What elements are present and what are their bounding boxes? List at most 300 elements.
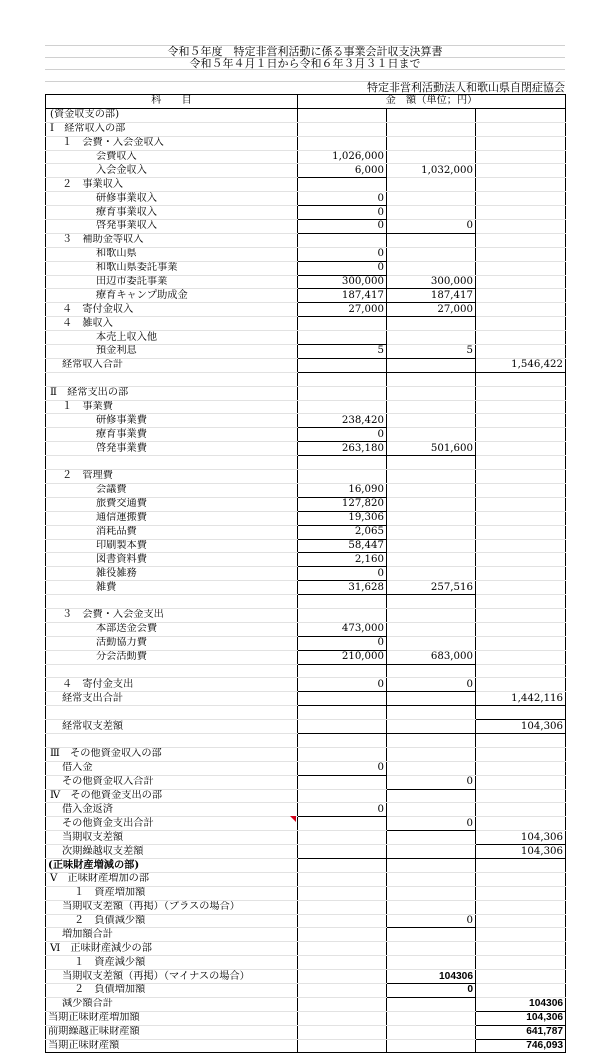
statement-row bbox=[46, 636, 566, 650]
amount-detail bbox=[298, 706, 387, 720]
row-label: ３ 補助金等収入 bbox=[46, 233, 298, 247]
amount-total bbox=[476, 122, 566, 136]
row-label: 啓発事業収入 bbox=[46, 220, 298, 234]
amount-detail bbox=[298, 747, 387, 761]
statement-row bbox=[46, 345, 566, 359]
row-label: 当期正味財産増加額 bbox=[46, 1011, 298, 1025]
amount-total bbox=[476, 761, 566, 775]
amount-detail bbox=[298, 331, 387, 345]
amount-total bbox=[476, 289, 566, 303]
statement-row bbox=[46, 970, 566, 984]
row-label: 雑役雑務 bbox=[46, 567, 298, 581]
statement-row bbox=[46, 706, 566, 720]
statement-row bbox=[46, 525, 566, 539]
amount-total: 104,306 bbox=[476, 845, 566, 859]
row-label: 和歌山県委託事業 bbox=[46, 261, 298, 275]
amount-subtotal bbox=[387, 525, 476, 539]
statement-row bbox=[46, 108, 566, 122]
amount-total bbox=[476, 178, 566, 192]
amount-detail bbox=[298, 984, 387, 998]
row-label: 通信運搬費 bbox=[46, 511, 298, 525]
amount-detail bbox=[298, 122, 387, 136]
amount-detail: 300,000 bbox=[298, 275, 387, 289]
row-label: ４ 寄付金支出 bbox=[46, 678, 298, 692]
statement-row bbox=[46, 511, 566, 525]
amount-subtotal bbox=[387, 845, 476, 859]
statement-row bbox=[46, 428, 566, 442]
amount-total bbox=[476, 900, 566, 914]
amount-subtotal: 27,000 bbox=[387, 303, 476, 317]
amount-total bbox=[476, 525, 566, 539]
amount-detail: 5 bbox=[298, 345, 387, 359]
statement-row bbox=[46, 483, 566, 497]
row-label: ２ 負債増加額 bbox=[46, 984, 298, 998]
row-label: (正味財産増減の部) bbox=[46, 858, 298, 872]
statement-row bbox=[46, 372, 566, 386]
row-label: 啓発事業費 bbox=[46, 442, 298, 456]
statement-row bbox=[46, 247, 566, 261]
statement-row bbox=[46, 678, 566, 692]
amount-detail: 0 bbox=[298, 428, 387, 442]
amount-subtotal: 300,000 bbox=[387, 275, 476, 289]
statement-row bbox=[46, 956, 566, 970]
amount-total bbox=[476, 497, 566, 511]
amount-total bbox=[476, 428, 566, 442]
amount-subtotal bbox=[387, 428, 476, 442]
amount-subtotal bbox=[387, 206, 476, 220]
statement-row bbox=[46, 595, 566, 609]
statement-row bbox=[46, 470, 566, 484]
amount-total bbox=[476, 136, 566, 150]
amount-detail bbox=[298, 858, 387, 872]
amount-subtotal bbox=[387, 414, 476, 428]
row-label: 前期繰越正味財産額 bbox=[46, 1025, 298, 1039]
amount-subtotal: 0 bbox=[387, 220, 476, 234]
amount-total bbox=[476, 470, 566, 484]
amount-detail bbox=[298, 608, 387, 622]
amount-subtotal bbox=[387, 136, 476, 150]
row-label: (資金収支の部) bbox=[46, 108, 298, 122]
amount-detail: 2,065 bbox=[298, 525, 387, 539]
amount-detail: 0 bbox=[298, 567, 387, 581]
amount-detail bbox=[298, 789, 387, 803]
statement-row bbox=[46, 150, 566, 164]
amount-subtotal bbox=[387, 247, 476, 261]
statement-row bbox=[46, 733, 566, 747]
amount-detail bbox=[298, 358, 387, 372]
row-label: ２ 負債減少額 bbox=[46, 914, 298, 928]
amount-subtotal bbox=[387, 608, 476, 622]
row-label: ４ 雑収入 bbox=[46, 317, 298, 331]
amount-detail bbox=[298, 595, 387, 609]
amount-detail bbox=[298, 372, 387, 386]
amount-detail bbox=[298, 872, 387, 886]
amount-detail bbox=[298, 1039, 387, 1053]
amount-subtotal bbox=[387, 1039, 476, 1053]
amount-subtotal: 5 bbox=[387, 345, 476, 359]
statement-row bbox=[46, 233, 566, 247]
amount-subtotal: 683,000 bbox=[387, 650, 476, 664]
statement-row bbox=[46, 845, 566, 859]
amount-total bbox=[476, 192, 566, 206]
amount-detail bbox=[298, 733, 387, 747]
statement-row bbox=[46, 122, 566, 136]
amount-total bbox=[476, 872, 566, 886]
amount-detail: 0 bbox=[298, 261, 387, 275]
amount-subtotal: 187,417 bbox=[387, 289, 476, 303]
amount-total bbox=[476, 331, 566, 345]
row-label: 和歌山県 bbox=[46, 247, 298, 261]
statement-row bbox=[46, 136, 566, 150]
amount-detail: 0 bbox=[298, 636, 387, 650]
amount-detail: 0 bbox=[298, 803, 387, 817]
amount-total: 104,306 bbox=[476, 831, 566, 845]
statement-row bbox=[46, 261, 566, 275]
statement-row bbox=[46, 775, 566, 789]
statement-row bbox=[46, 206, 566, 220]
row-label: ３ 会費・入会金支出 bbox=[46, 608, 298, 622]
amount-subtotal bbox=[387, 664, 476, 678]
amount-total: 104306 bbox=[476, 997, 566, 1011]
amount-subtotal bbox=[387, 789, 476, 803]
row-label: 雑費 bbox=[46, 581, 298, 595]
amount-detail: 31,628 bbox=[298, 581, 387, 595]
amount-subtotal bbox=[387, 858, 476, 872]
amount-subtotal bbox=[387, 720, 476, 734]
statement-row bbox=[46, 1039, 566, 1053]
amount-detail: 19,306 bbox=[298, 511, 387, 525]
amount-total bbox=[476, 345, 566, 359]
row-label bbox=[46, 706, 298, 720]
statement-row bbox=[46, 358, 566, 372]
statement-row bbox=[46, 1025, 566, 1039]
statement-row bbox=[46, 650, 566, 664]
amount-total bbox=[476, 261, 566, 275]
statement-row bbox=[46, 900, 566, 914]
amount-detail bbox=[298, 1025, 387, 1039]
statement-row bbox=[46, 386, 566, 400]
amount-subtotal bbox=[387, 956, 476, 970]
amount-subtotal bbox=[387, 733, 476, 747]
amount-detail bbox=[298, 400, 387, 414]
amount-total bbox=[476, 636, 566, 650]
row-label bbox=[46, 456, 298, 470]
amount-subtotal bbox=[387, 178, 476, 192]
amount-subtotal bbox=[387, 831, 476, 845]
row-label: Ⅲ その他資金収入の部 bbox=[46, 747, 298, 761]
amount-total bbox=[476, 386, 566, 400]
amount-subtotal bbox=[387, 900, 476, 914]
row-label: 分会活動費 bbox=[46, 650, 298, 664]
row-label: 活動協力費 bbox=[46, 636, 298, 650]
amount-subtotal bbox=[387, 622, 476, 636]
amount-subtotal: 0 bbox=[387, 775, 476, 789]
statement-row bbox=[46, 220, 566, 234]
amount-subtotal bbox=[387, 497, 476, 511]
statement-row bbox=[46, 664, 566, 678]
amount-subtotal bbox=[387, 261, 476, 275]
amount-total bbox=[476, 483, 566, 497]
amount-total bbox=[476, 956, 566, 970]
amount-detail: 263,180 bbox=[298, 442, 387, 456]
row-label bbox=[46, 372, 298, 386]
amount-detail: 0 bbox=[298, 678, 387, 692]
statement-row bbox=[46, 872, 566, 886]
amount-total bbox=[476, 984, 566, 998]
row-label: １ 会費・入会金収入 bbox=[46, 136, 298, 150]
statement-row bbox=[46, 553, 566, 567]
row-label: 当期収支差額（再掲）（プラスの場合） bbox=[46, 900, 298, 914]
row-label: 入会金収入 bbox=[46, 164, 298, 178]
amount-detail: 187,417 bbox=[298, 289, 387, 303]
amount-detail bbox=[298, 942, 387, 956]
amount-detail bbox=[298, 970, 387, 984]
row-label bbox=[46, 595, 298, 609]
row-label: 経常収支差額 bbox=[46, 720, 298, 734]
statement-row bbox=[46, 317, 566, 331]
amount-subtotal bbox=[387, 400, 476, 414]
amount-detail: 0 bbox=[298, 206, 387, 220]
statement-row bbox=[46, 720, 566, 734]
amount-subtotal bbox=[387, 331, 476, 345]
amount-detail bbox=[298, 178, 387, 192]
amount-total bbox=[476, 595, 566, 609]
amount-total: 104,306 bbox=[476, 720, 566, 734]
row-label: Ⅱ 経常支出の部 bbox=[46, 386, 298, 400]
amount-subtotal bbox=[387, 317, 476, 331]
amount-subtotal: 104306 bbox=[387, 970, 476, 984]
amount-detail: 0 bbox=[298, 220, 387, 234]
amount-total bbox=[476, 775, 566, 789]
amount-detail bbox=[298, 456, 387, 470]
amount-total bbox=[476, 511, 566, 525]
amount-total bbox=[476, 456, 566, 470]
row-label: 研修事業収入 bbox=[46, 192, 298, 206]
amount-detail bbox=[298, 136, 387, 150]
row-label: 本売上収入他 bbox=[46, 331, 298, 345]
row-label: 借入金 bbox=[46, 761, 298, 775]
amount-detail bbox=[298, 470, 387, 484]
amount-detail: 0 bbox=[298, 761, 387, 775]
row-label: 本部送金会費 bbox=[46, 622, 298, 636]
amount-total bbox=[476, 914, 566, 928]
row-label: Ⅳ その他資金支出の部 bbox=[46, 789, 298, 803]
amount-column-header: 金 額（単位；円） bbox=[298, 95, 566, 109]
amount-subtotal bbox=[387, 747, 476, 761]
amount-total bbox=[476, 942, 566, 956]
amount-subtotal bbox=[387, 511, 476, 525]
amount-detail: 238,420 bbox=[298, 414, 387, 428]
row-label: 借入金返済 bbox=[46, 803, 298, 817]
row-label: １ 事業費 bbox=[46, 400, 298, 414]
amount-detail: 2,160 bbox=[298, 553, 387, 567]
amount-subtotal: 1,032,000 bbox=[387, 164, 476, 178]
statement-row bbox=[46, 192, 566, 206]
amount-total bbox=[476, 803, 566, 817]
amount-total bbox=[476, 581, 566, 595]
amount-subtotal bbox=[387, 886, 476, 900]
amount-total bbox=[476, 275, 566, 289]
amount-detail: 16,090 bbox=[298, 483, 387, 497]
amount-total bbox=[476, 928, 566, 942]
amount-detail: 127,820 bbox=[298, 497, 387, 511]
row-label: 図書資料費 bbox=[46, 553, 298, 567]
fiscal-period: 令和５年４月１日から令和６年３月３１日まで bbox=[45, 57, 565, 70]
row-label: 研修事業費 bbox=[46, 414, 298, 428]
statement-row bbox=[46, 303, 566, 317]
amount-detail bbox=[298, 775, 387, 789]
statement-row bbox=[46, 984, 566, 998]
row-label: 当期正味財産額 bbox=[46, 1039, 298, 1053]
amount-subtotal bbox=[387, 706, 476, 720]
amount-total bbox=[476, 539, 566, 553]
amount-total bbox=[476, 608, 566, 622]
amount-total bbox=[476, 650, 566, 664]
amount-total bbox=[476, 622, 566, 636]
row-label: ４ 寄付金収入 bbox=[46, 303, 298, 317]
amount-detail bbox=[298, 233, 387, 247]
amount-subtotal: 501,600 bbox=[387, 442, 476, 456]
row-label: 当期収支差額（再掲）（マイナスの場合） bbox=[46, 970, 298, 984]
amount-subtotal bbox=[387, 928, 476, 942]
row-label: Ⅴ 正味財産増加の部 bbox=[46, 872, 298, 886]
amount-total bbox=[476, 817, 566, 831]
row-label: Ⅰ 経常収入の部 bbox=[46, 122, 298, 136]
amount-detail: 1,026,000 bbox=[298, 150, 387, 164]
amount-total bbox=[476, 553, 566, 567]
statement-title: 令和５年度 特定非営利活動に係る事業会計収支決算書 bbox=[45, 45, 565, 58]
amount-subtotal bbox=[387, 233, 476, 247]
amount-total bbox=[476, 220, 566, 234]
amount-subtotal bbox=[387, 150, 476, 164]
row-label: 経常収入合計 bbox=[46, 358, 298, 372]
amount-subtotal bbox=[387, 692, 476, 706]
row-label bbox=[46, 733, 298, 747]
amount-total bbox=[476, 442, 566, 456]
amount-detail: 27,000 bbox=[298, 303, 387, 317]
statement-row bbox=[46, 803, 566, 817]
row-label: 次期繰越収支差額 bbox=[46, 845, 298, 859]
row-label: 預金利息 bbox=[46, 345, 298, 359]
amount-detail bbox=[298, 900, 387, 914]
amount-detail bbox=[298, 386, 387, 400]
amount-total bbox=[476, 789, 566, 803]
row-label: 当期収支差額 bbox=[46, 831, 298, 845]
amount-detail: 58,447 bbox=[298, 539, 387, 553]
amount-detail: 0 bbox=[298, 247, 387, 261]
statement-row bbox=[46, 692, 566, 706]
amount-subtotal bbox=[387, 872, 476, 886]
row-label: ２ 事業収入 bbox=[46, 178, 298, 192]
row-label: 消耗品費 bbox=[46, 525, 298, 539]
statement-row bbox=[46, 497, 566, 511]
row-label: 療育事業収入 bbox=[46, 206, 298, 220]
statement-row bbox=[46, 942, 566, 956]
statement-row bbox=[46, 414, 566, 428]
statement-row bbox=[46, 817, 566, 831]
amount-detail bbox=[298, 831, 387, 845]
row-label: 経常支出合計 bbox=[46, 692, 298, 706]
row-label: その他資金収入合計 bbox=[46, 775, 298, 789]
statement-row bbox=[46, 789, 566, 803]
statement-row bbox=[46, 747, 566, 761]
amount-detail bbox=[298, 1011, 387, 1025]
row-label: 印刷製本費 bbox=[46, 539, 298, 553]
row-label: １ 資産減少額 bbox=[46, 956, 298, 970]
amount-subtotal bbox=[387, 122, 476, 136]
row-label: １ 資産増加額 bbox=[46, 886, 298, 900]
amount-detail bbox=[298, 692, 387, 706]
amount-subtotal bbox=[387, 372, 476, 386]
column-header-row bbox=[46, 95, 566, 109]
amount-detail bbox=[298, 997, 387, 1011]
amount-detail: 0 bbox=[298, 192, 387, 206]
amount-total bbox=[476, 233, 566, 247]
statement-row bbox=[46, 831, 566, 845]
amount-subtotal: 0 bbox=[387, 914, 476, 928]
amount-detail bbox=[298, 845, 387, 859]
amount-detail bbox=[298, 108, 387, 122]
amount-subtotal bbox=[387, 997, 476, 1011]
amount-detail: 210,000 bbox=[298, 650, 387, 664]
amount-subtotal: 257,516 bbox=[387, 581, 476, 595]
amount-subtotal bbox=[387, 386, 476, 400]
amount-total bbox=[476, 372, 566, 386]
amount-subtotal bbox=[387, 567, 476, 581]
row-label: 会議費 bbox=[46, 483, 298, 497]
row-label: 旅費交通費 bbox=[46, 497, 298, 511]
amount-subtotal bbox=[387, 761, 476, 775]
amount-subtotal bbox=[387, 1011, 476, 1025]
amount-subtotal: 0 bbox=[387, 817, 476, 831]
amount-detail: 473,000 bbox=[298, 622, 387, 636]
row-label bbox=[46, 664, 298, 678]
amount-total bbox=[476, 414, 566, 428]
statement-row bbox=[46, 275, 566, 289]
amount-subtotal bbox=[387, 1025, 476, 1039]
amount-total bbox=[476, 303, 566, 317]
amount-subtotal bbox=[387, 483, 476, 497]
amount-total bbox=[476, 247, 566, 261]
comment-indicator-icon bbox=[290, 816, 296, 822]
amount-subtotal bbox=[387, 942, 476, 956]
row-label: 会費収入 bbox=[46, 150, 298, 164]
row-label: 田辺市委託事業 bbox=[46, 275, 298, 289]
statement-row bbox=[46, 289, 566, 303]
amount-subtotal: 0 bbox=[387, 984, 476, 998]
amount-subtotal bbox=[387, 636, 476, 650]
statement-row bbox=[46, 567, 566, 581]
amount-subtotal bbox=[387, 192, 476, 206]
statement-row bbox=[46, 1011, 566, 1025]
statement-row bbox=[46, 997, 566, 1011]
statement-row bbox=[46, 622, 566, 636]
amount-subtotal: 0 bbox=[387, 678, 476, 692]
amount-detail bbox=[298, 886, 387, 900]
statement-row bbox=[46, 400, 566, 414]
amount-detail: 6,000 bbox=[298, 164, 387, 178]
amount-subtotal bbox=[387, 803, 476, 817]
amount-total bbox=[476, 150, 566, 164]
amount-detail bbox=[298, 956, 387, 970]
statement-row bbox=[46, 886, 566, 900]
amount-subtotal bbox=[387, 539, 476, 553]
amount-total bbox=[476, 747, 566, 761]
statement-row bbox=[46, 761, 566, 775]
statement-row bbox=[46, 928, 566, 942]
amount-total bbox=[476, 206, 566, 220]
amount-total bbox=[476, 108, 566, 122]
